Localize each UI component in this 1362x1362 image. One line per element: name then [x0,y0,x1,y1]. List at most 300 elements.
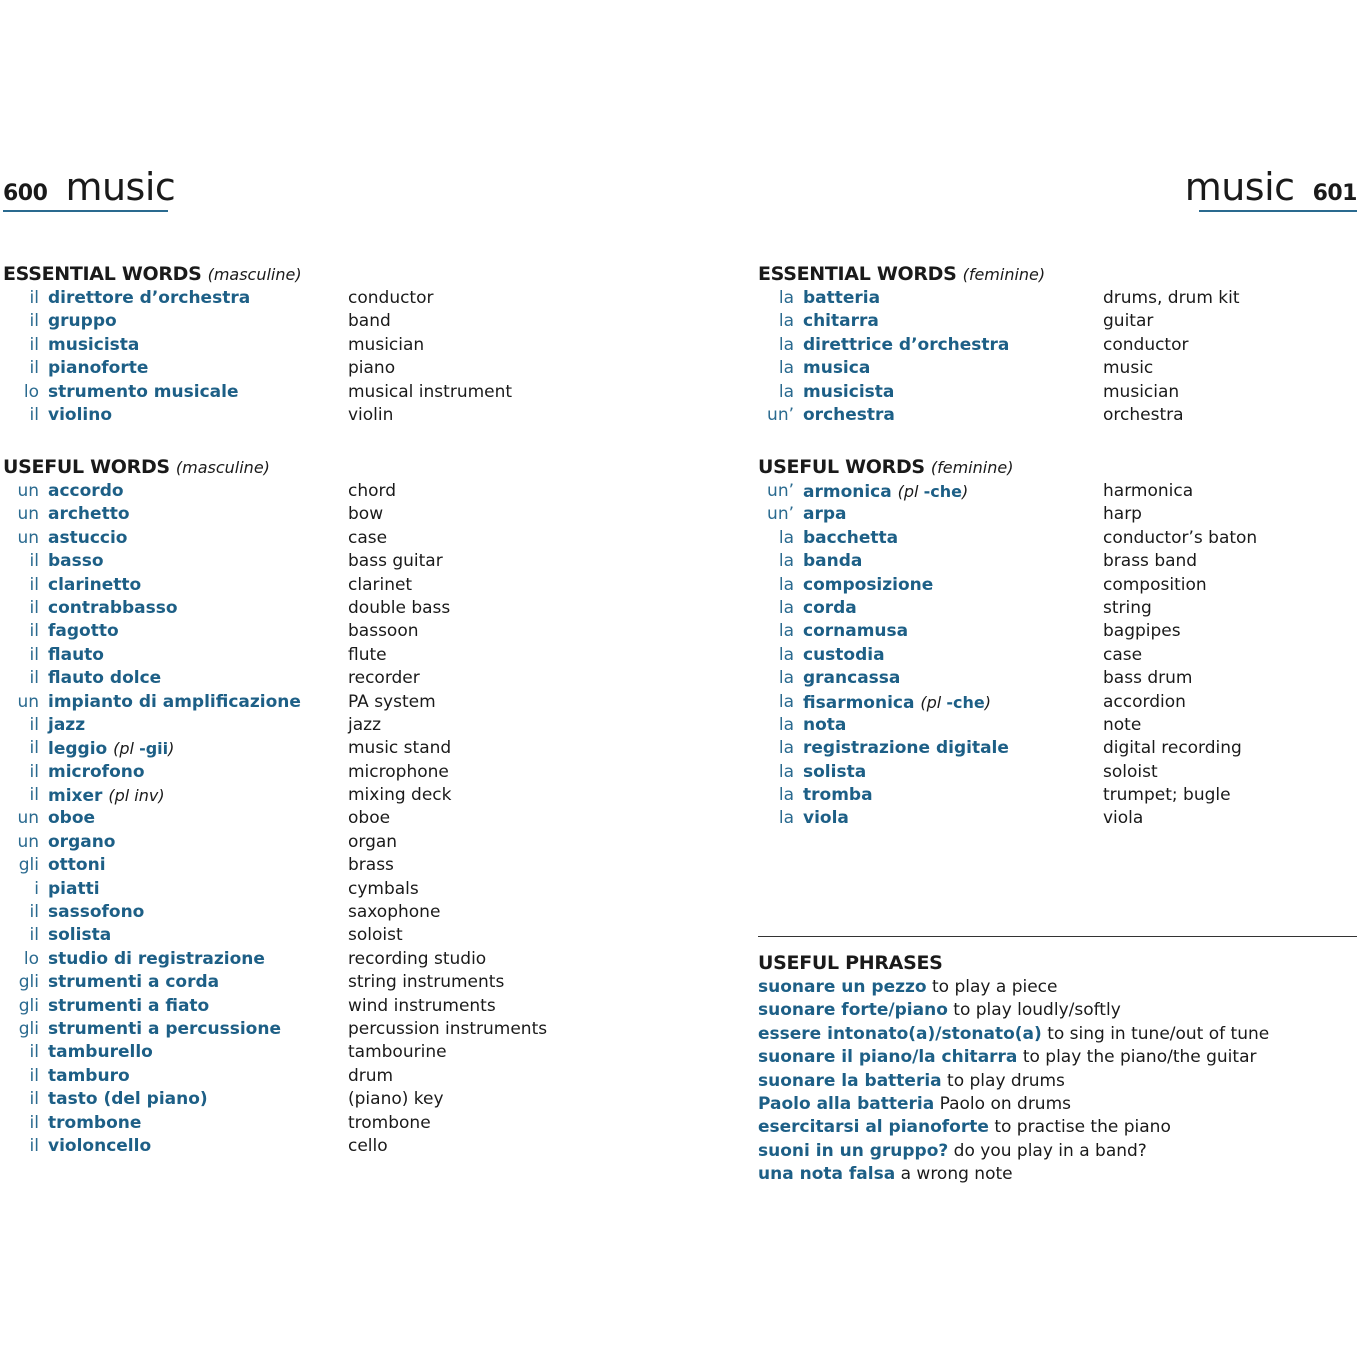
italian-word-text: strumenti a percussione [48,1018,281,1039]
article: gli [18,995,39,1016]
italian-word-text: musica [803,358,871,379]
english-translation: jazz [348,714,381,735]
page-number: 601 [1312,181,1357,206]
vocab-entry [758,784,1358,807]
grammar-note-close: ) [168,739,175,759]
english-translation: oboe [348,808,391,829]
italian-word-text: batteria [803,288,881,308]
italian-word-text: accordo [48,481,124,501]
italian-word-text: flauto dolce [48,668,162,689]
vocab-entry [3,761,703,784]
italian-word [803,691,991,715]
section-title-text: ESSENTIAL WORDS [3,263,202,285]
english-translation: saxophone [348,902,441,923]
vocab-entry [758,574,1358,597]
english-translation: musical instrument [348,381,513,402]
italian-word [803,574,933,597]
vocab-entry [758,620,1358,643]
italian-word-text: musicista [803,381,895,402]
section-title-text: ESSENTIAL WORDS [758,263,957,285]
english-translation: digital recording [1103,738,1242,759]
vocab-entry [3,807,703,830]
article: la [778,808,794,829]
english-translation: note [1103,714,1142,735]
english-translation: guitar [1103,311,1154,332]
italian-word [48,404,112,427]
italian-word-text: trombone [48,1112,142,1133]
italian-word [803,310,879,333]
italian-word-text: ottoni [48,855,106,876]
vocab-entry [3,597,703,620]
italian-word [48,1018,281,1041]
vocab-entry [3,503,703,526]
italian-word-text: bacchetta [803,527,899,548]
english-translation: band [348,311,391,332]
vocab-entry [3,1112,703,1135]
article: il [29,597,39,618]
italian-word [48,357,148,380]
vocab-entry [3,287,703,310]
essential-words-feminine [758,261,1358,427]
section-title-text: USEFUL PHRASES [758,952,943,974]
english-translation: soloist [1103,761,1158,782]
english-translation: (piano) key [348,1089,444,1110]
article: il [29,358,39,379]
italian-word-text: clarinetto [48,574,142,595]
vocab-entry [758,404,1358,427]
vocab-entry [758,714,1358,737]
italian-word-text: violoncello [48,1135,152,1156]
italian-phrase: suonare il piano/la chitarra [758,1047,1018,1068]
section-title-text: USEFUL WORDS [3,456,170,478]
article: la [778,574,794,595]
grammar-note [108,786,164,805]
english-phrase: to play the piano/the guitar [1022,1047,1257,1068]
article: la [778,785,794,806]
italian-word-text: custodia [803,644,885,665]
italian-phrase: suonare un pezzo [758,977,927,997]
italian-word [48,948,265,971]
english-phrase: to practise the piano [994,1117,1171,1138]
italian-word-text: piatti [48,878,100,899]
english-translation: double bass [348,597,451,618]
article: la [778,381,794,402]
english-translation: chord [348,481,397,501]
italian-word [803,550,862,573]
vocab-entry [3,1018,703,1041]
article: la [778,527,794,548]
grammar-note-text: (pl [113,739,140,759]
english-translation: brass [348,855,394,876]
italian-word-text: solista [48,925,112,946]
section-title [758,454,1358,480]
italian-word [48,878,100,901]
vocab-entry [3,995,703,1018]
italian-word [48,597,178,620]
italian-word [48,1112,141,1135]
article: il [29,311,39,332]
italian-word-text: direttrice d’orchestra [803,334,1010,355]
english-translation: bass drum [1103,668,1193,689]
article: il [29,551,39,572]
vocab-entry [3,784,703,807]
article: il [29,334,39,355]
italian-word-text: tamburello [48,1042,153,1063]
english-phrase: to play loudly/softly [953,1000,1121,1021]
italian-word-text: viola [803,808,849,829]
article: il [29,404,39,425]
article: la [778,597,794,618]
english-translation: bagpipes [1103,621,1181,642]
english-phrase: to play a piece [932,977,1058,997]
essential-words-masculine [3,261,703,427]
english-translation: flute [348,644,387,665]
english-phrase: a wrong note [900,1164,1013,1185]
grammar-note-text: (pl [920,692,947,712]
italian-word-text: musicista [48,334,140,355]
vocab-entry [758,667,1358,690]
grammar-note [113,739,174,758]
italian-word-text: violino [48,404,113,425]
phrase-list [758,976,1358,1187]
vocab-entry [758,737,1358,760]
italian-word-text: arpa [803,504,847,525]
phrase-row [758,1116,1358,1139]
italian-word [803,480,968,504]
italian-word [48,550,104,573]
english-translation: case [348,527,388,548]
vocab-entry [758,310,1358,333]
section-title [3,454,703,480]
english-translation: conductor’s baton [1103,527,1258,548]
english-translation: trumpet; bugle [1103,785,1231,806]
italian-word [803,620,908,643]
article: i [34,878,39,899]
italian-word-text: direttore d’orchestra [48,288,251,308]
italian-word-text: solista [803,761,867,782]
italian-word [803,784,873,807]
italian-word [803,503,847,526]
article: la [778,714,794,735]
english-translation: percussion instruments [348,1018,548,1039]
article: lo [23,381,39,402]
italian-word [48,737,174,761]
english-translation: accordion [1103,691,1186,712]
italian-word [48,901,144,924]
italian-word-text: nota [803,714,847,735]
phrase-row [758,999,1358,1022]
article: lo [23,948,39,969]
italian-phrase: suonare la batteria [758,1070,942,1091]
useful-phrases [758,950,1358,1187]
english-translation: trombone [348,1112,431,1133]
phrase-row [758,1046,1358,1069]
vocab-entry [758,503,1358,526]
italian-word [48,971,219,994]
italian-word [803,404,895,427]
italian-word-text: jazz [48,714,86,735]
article: la [778,668,794,689]
italian-word-text: registrazione digitale [803,738,1009,759]
italian-word-text: archetto [48,504,130,525]
vocab-entry [3,1065,703,1088]
italian-word [48,381,238,404]
vocab-entry [3,831,703,854]
section-title [3,261,703,287]
vocab-entry [758,691,1358,714]
vocab-entry [758,597,1358,620]
italian-word [803,381,894,404]
article: la [778,334,794,355]
grammar-note [898,482,969,501]
italian-word-text: strumenti a corda [48,972,220,993]
page-title: music [65,165,176,209]
italian-word [803,761,866,784]
useful-words-masculine [3,454,703,1158]
vocab-entry [3,480,703,503]
italian-phrase: una nota falsa [758,1164,896,1185]
vocab-entry [3,381,703,404]
vocab-entry [3,574,703,597]
article: il [29,785,39,806]
article: il [29,902,39,923]
italian-word [48,1135,151,1158]
italian-word-text: flauto [48,644,104,665]
english-translation: string instruments [348,972,505,993]
section-title [758,261,1358,287]
english-translation: mixing deck [348,785,452,806]
vocab-entry [758,334,1358,357]
article: gli [18,1018,39,1039]
grammar-note-ending: -che [946,692,985,712]
english-translation: violin [348,404,394,425]
vocab-entry [3,971,703,994]
italian-word [48,574,141,597]
italian-phrase: Paolo alla batteria [758,1093,935,1114]
italian-word-text: astuccio [48,527,128,548]
english-translation: case [1103,644,1143,665]
vocab-entry [758,480,1358,503]
english-translation: soloist [348,925,403,946]
italian-word [48,1041,153,1064]
italian-word [803,667,900,690]
italian-word [803,714,846,737]
vocab-entry [758,381,1358,404]
phrase-row [758,1140,1358,1163]
page-number: 600 [3,181,48,206]
italian-word [48,761,145,784]
article: la [778,358,794,379]
italian-word [48,1065,130,1088]
english-translation: orchestra [1103,404,1184,425]
article: un [17,831,39,852]
section-qualifier: (feminine) [962,265,1046,284]
phrase-row [758,1163,1358,1186]
article: la [778,551,794,572]
italian-word-text: fagotto [48,621,119,642]
italian-word [48,807,95,830]
article: il [29,1042,39,1063]
left-page-header [3,164,176,212]
article: un [17,527,39,548]
english-phrase: to play drums [947,1070,1065,1091]
vocab-entry [3,854,703,877]
article: un [17,808,39,829]
english-translation: wind instruments [348,995,496,1016]
vocab-entry [3,901,703,924]
english-translation: clarinet [348,574,413,595]
section-qualifier: (masculine) [175,458,270,477]
italian-word [803,737,1009,760]
vocab-entry [3,644,703,667]
vocab-entry [3,714,703,737]
english-translation: conductor [348,288,434,308]
article: il [29,644,39,665]
vocab-entry [758,644,1358,667]
vocab-entry [3,620,703,643]
english-translation: PA system [348,691,436,712]
vocab-entry [3,924,703,947]
italian-word-text: corda [803,597,857,618]
english-translation: piano [348,358,396,379]
english-phrase: do you play in a band? [953,1140,1147,1161]
grammar-note-close: ) [961,482,969,501]
vocab-entry [758,357,1358,380]
english-translation: cymbals [348,878,419,899]
english-translation: tambourine [348,1042,447,1063]
italian-word-text: cornamusa [803,621,909,642]
vocab-entry [758,527,1358,550]
article: la [778,761,794,782]
italian-word [803,644,885,667]
english-translation: composition [1103,574,1207,595]
vocab-entry [3,691,703,714]
english-translation: viola [1103,808,1144,829]
italian-phrase: suoni in un gruppo? [758,1140,949,1161]
article: gli [18,855,39,876]
vocab-entry [3,737,703,760]
vocab-entry [3,1135,703,1158]
italian-word-text: mixer [48,786,103,807]
english-translation: recorder [348,668,420,689]
article: il [29,714,39,735]
english-translation: music [1103,358,1154,379]
grammar-note [920,693,991,712]
article: la [778,738,794,759]
english-translation: recording studio [348,948,487,969]
italian-word [48,503,130,526]
vocab-entry [3,404,703,427]
italian-word [48,480,124,503]
article: il [29,574,39,595]
italian-word [48,1088,208,1111]
italian-word [803,357,870,380]
grammar-note-ending: -gii [139,739,169,759]
italian-word-text: microfono [48,761,145,782]
italian-word [48,831,116,854]
italian-word-text: studio di registrazione [48,948,265,969]
section-divider [758,936,1357,937]
italian-phrase: suonare forte/piano [758,1000,948,1021]
english-translation: bassoon [348,621,419,642]
italian-word [803,334,1009,357]
phrase-row [758,1023,1358,1046]
article: il [29,1135,39,1156]
article: il [29,1112,39,1133]
article: un [17,504,39,525]
italian-word [48,620,119,643]
italian-word-text: tamburo [48,1065,130,1086]
vocab-entry [758,807,1358,830]
grammar-note-text: (pl inv) [108,786,165,806]
article: la [778,644,794,665]
italian-word-text: chitarra [803,311,879,332]
italian-word-text: banda [803,551,863,572]
article: il [29,1089,39,1110]
grammar-note-ending: -che [923,482,962,501]
vocab-entry [758,761,1358,784]
italian-word [48,691,301,714]
english-translation: harp [1103,504,1142,525]
italian-word [48,784,165,808]
italian-word-text: oboe [48,808,96,829]
italian-phrase: essere intonato(a)/stonato(a) [758,1023,1042,1044]
italian-word-text: armonica [803,482,892,502]
italian-word-text: basso [48,551,104,572]
italian-word [48,334,139,357]
italian-word [48,995,209,1018]
english-translation: cello [348,1135,388,1156]
vocab-entry [3,527,703,550]
article: il [29,288,39,308]
vocab-entry [3,310,703,333]
article: un’ [767,404,794,425]
grammar-note-text: (pl [897,482,924,501]
italian-phrase: esercitarsi al pianoforte [758,1117,989,1138]
italian-word [48,667,161,690]
italian-word [48,287,250,310]
italian-word [48,924,111,947]
vocab-entry [3,334,703,357]
section-title [758,950,1358,976]
english-translation: conductor [1103,334,1189,355]
english-phrase: Paolo on drums [939,1093,1071,1114]
english-translation: string [1103,597,1152,618]
italian-word-text: sassofono [48,902,145,923]
italian-word-text: fisarmonica [803,692,915,713]
italian-word-text: leggio [48,739,108,760]
section-title-text: USEFUL WORDS [758,456,925,478]
english-translation: brass band [1103,551,1198,572]
english-translation: organ [348,831,398,852]
italian-word [48,527,127,550]
vocab-entry [758,550,1358,573]
vocab-entry [3,878,703,901]
article: la [778,691,794,712]
italian-word [803,597,857,620]
english-translation: music stand [348,738,452,759]
italian-word [48,714,85,737]
useful-words-feminine [758,454,1358,831]
article: la [778,288,794,308]
italian-word-text: pianoforte [48,358,149,379]
italian-word-text: strumento musicale [48,381,239,402]
article: il [29,621,39,642]
article: il [29,738,39,759]
article: il [29,761,39,782]
section-qualifier: (masculine) [207,265,302,284]
vocab-entry [3,1088,703,1111]
